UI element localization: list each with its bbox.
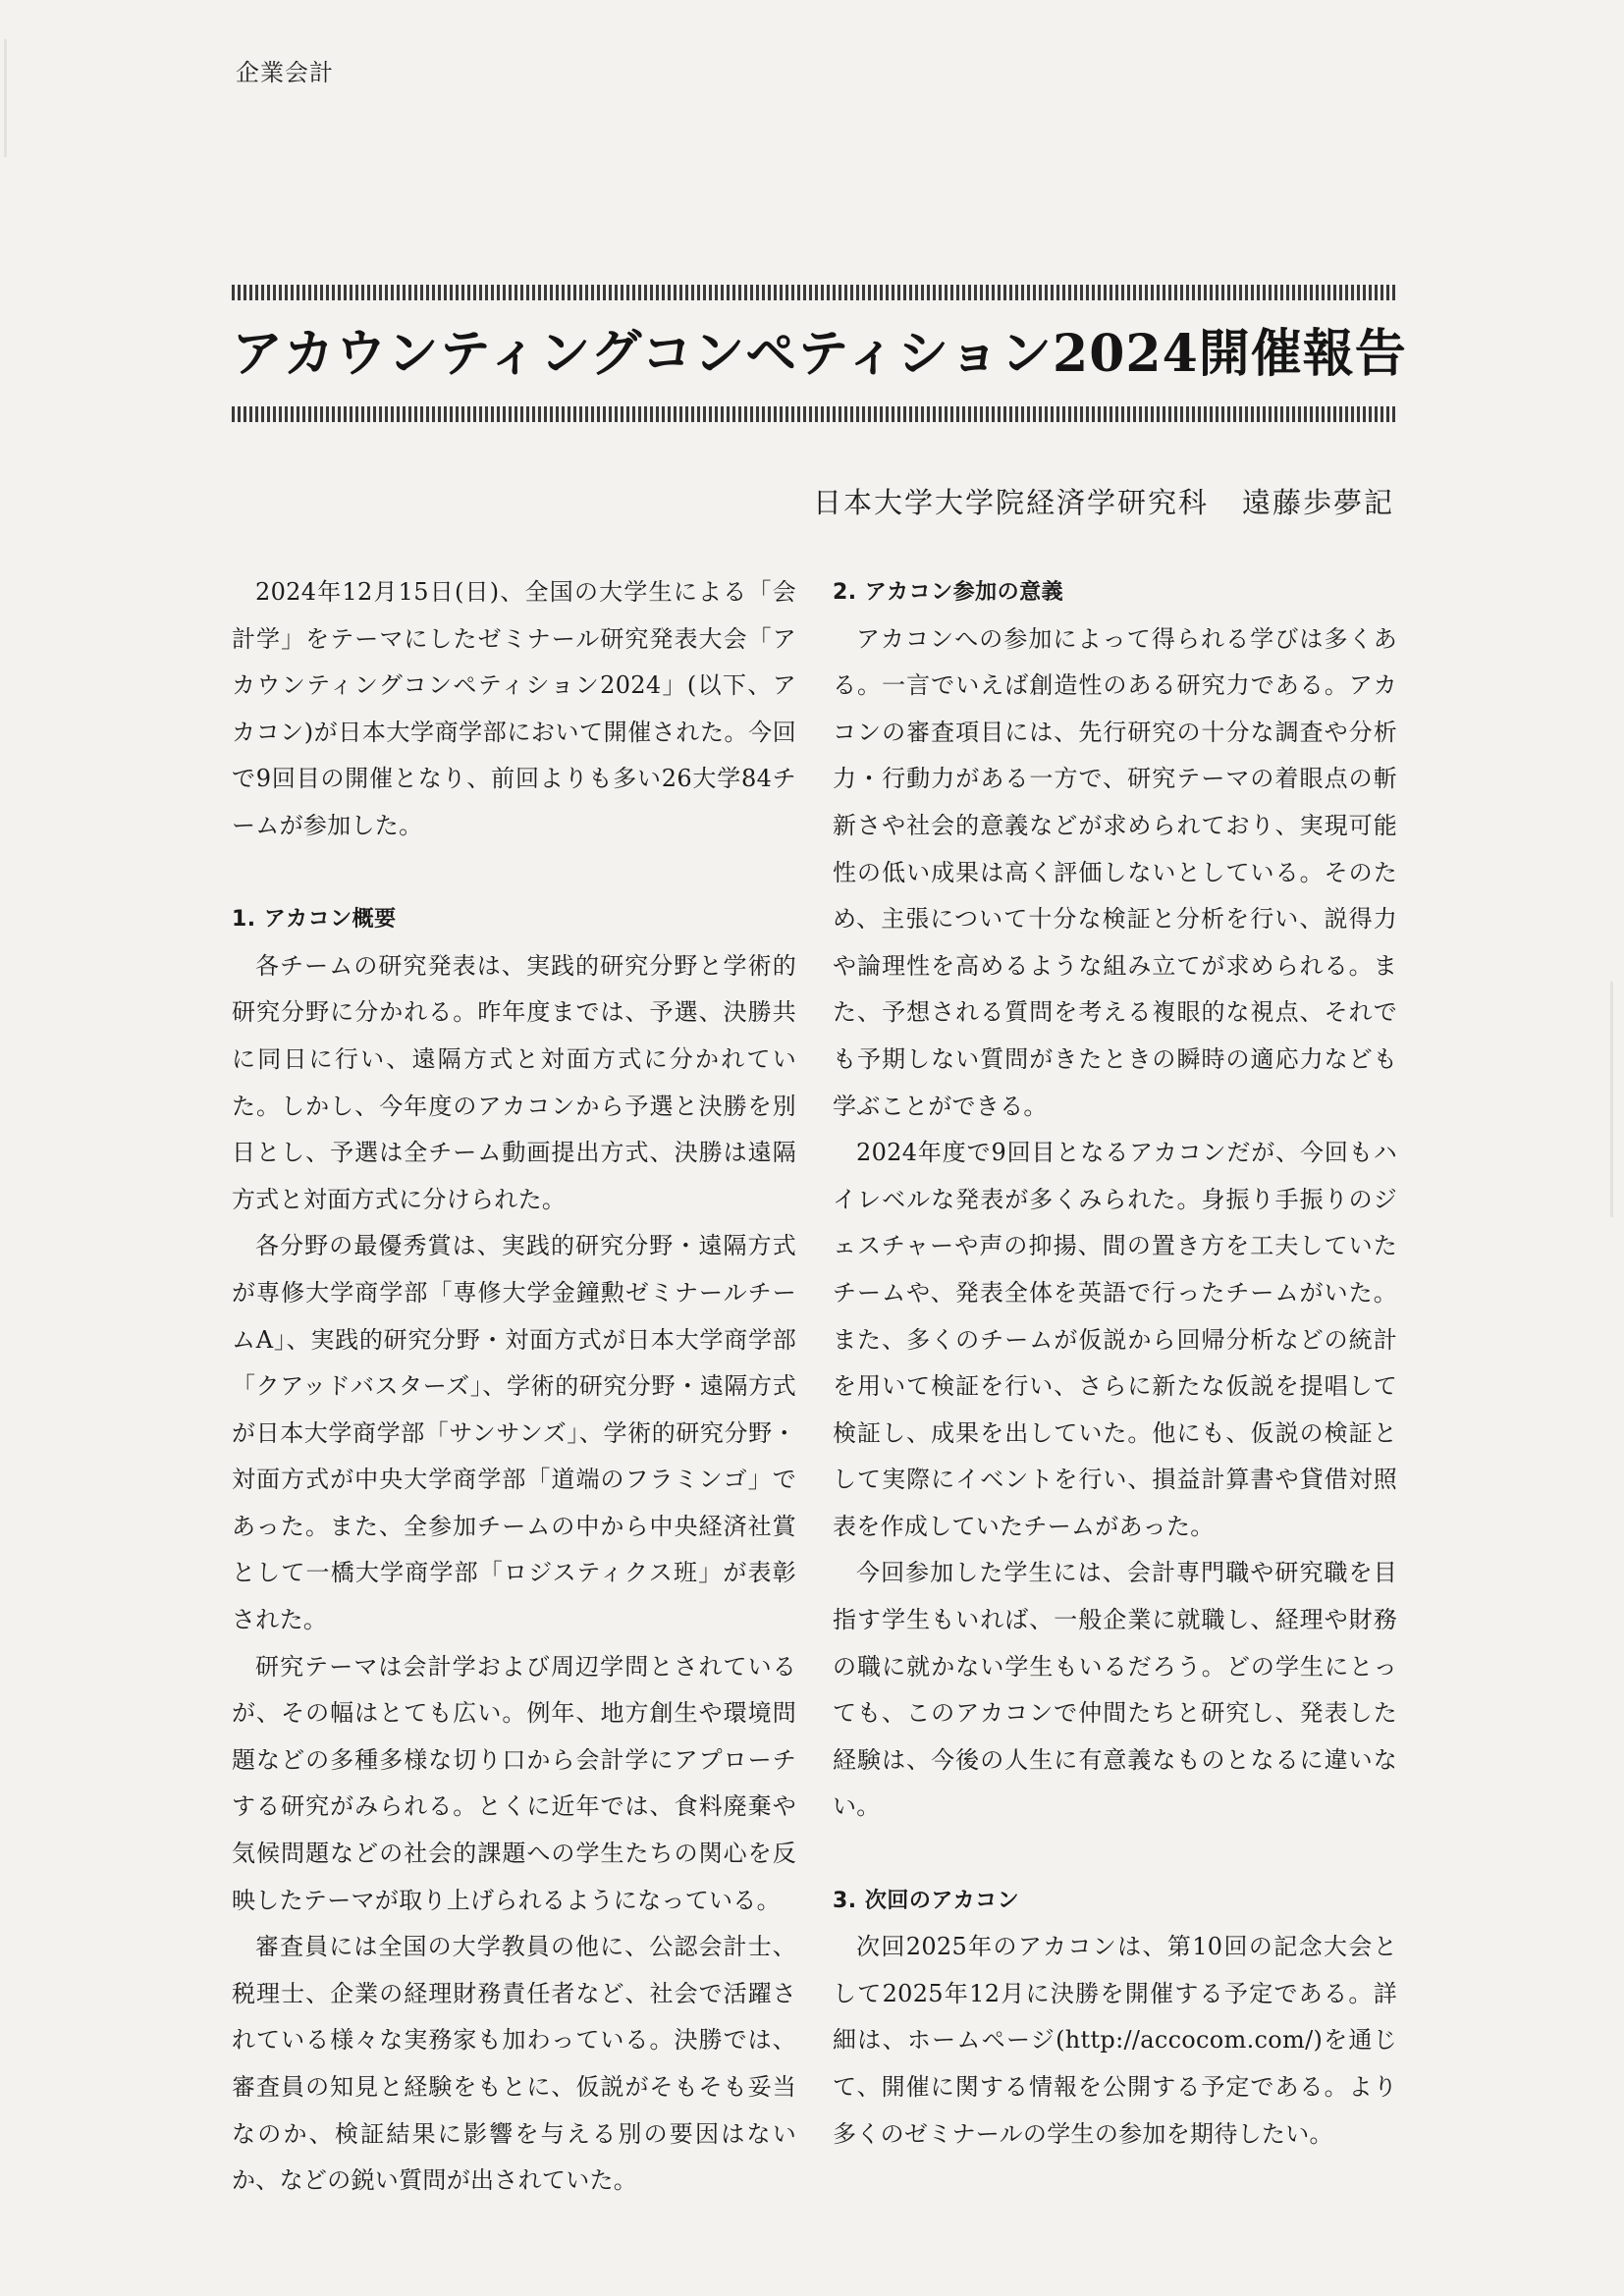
section-2-heading: 2. アカコン参加の意義 [833, 580, 1064, 605]
scan-margin-mark [1610, 982, 1613, 1217]
section-1-paragraph: 審査員には全国の大学教員の他に、公認会計士、税理士、企業の経理財務責任者など、社会で活躍されている様々な実務家も加わっている。決勝では、審査員の知見と経験をもとに、仮説がそもそも妥当なのか、検証結果に影響を与える別の要因はないか、などの鋭い質問が出されていた。 [232, 1933, 796, 2195]
section-1-paragraph: 各チームの研究発表は、実践的研究分野と学術的研究分野に分かれる。昨年度までは、予選、決勝共に同日に行い、遠隔方式と対面方式に分かれていた。しかし、今年度のアカコンから予選と決勝を別日とし、予選は全チーム動画提出方式、決勝は遠隔方式と対面方式に分けられた。 [232, 951, 796, 1213]
scan-margin-mark [4, 39, 7, 157]
author-affiliation: 日本大学大学院経済学研究科 [812, 486, 1209, 519]
section-label: 企業会計 [236, 59, 334, 86]
section-2-paragraph: 今回参加した学生には、会計専門職や研究職を目指す学生もいれば、一般企業に就職し、経理や財務の職に就かない学生もいるだろう。どの学生にとっても、このアカコンで仲間たちと研究し、発表した経験は、今後の人生に有意義なものとなるに違いない。 [833, 1559, 1397, 1821]
byline [813, 481, 1394, 521]
section-1-paragraph: 各分野の最優秀賞は、実践的研究分野・遠隔方式が専修大学商学部「専修大学金鐘勲ゼミナールチームA」、実践的研究分野・対面方式が日本大学商学部「クアッドバスターズ」、学術的研究分野・遠隔方式が日本大学商学部「サンサンズ」、学術的研究分野・対面方式が中央大学商学部「道端のフラミンゴ」であった。また、全参加チームの中から中央経済社賞として一橋大学商学部「ロジスティクス班」が表彰された。 [232, 1232, 796, 1634]
section-1-heading: 1. アカコン概要 [232, 907, 397, 933]
section-2-paragraph: 2024年度で9回目となるアカコンだが、今回もハイレベルな発表が多くみられた。身振り手振りのジェスチャーや声の抑揚、間の置き方を工夫していたチームや、発表全体を英語で行ったチームがいた。また、多くのチームが仮説から回帰分析などの統計を用いて検証を行い、さらに新たな仮説を提唱して検証し、成果を出していた。他にも、仮説の検証として実際にイベントを行い、損益計算書や貸借対照表を作成していたチームがあった。 [833, 1139, 1397, 1540]
right-column [833, 569, 1397, 2158]
title-rule-bottom [232, 406, 1396, 422]
left-column [232, 569, 796, 2205]
section-3-paragraph: 次回2025年のアカコンは、第10回の記念大会として2025年12月に決勝を開催する予定である。詳細は、ホームページ(http://accocom.com/)を通じて、開催に関する情報を公開する予定である。より多くのゼミナールの学生の参加を期待したい。 [833, 1933, 1397, 2148]
article-title: アカウンティングコンペティション2024開催報告 [232, 324, 1407, 384]
section-3-heading: 3. 次回のアカコン [833, 1888, 1020, 1913]
section-1-paragraph: 研究テーマは会計学および周辺学問とされているが、その幅はとても広い。例年、地方創生や環境問題などの多種多様な切り口から会計学にアプローチする研究がみられる。とくに近年では、食料廃棄や気候問題などの社会的課題への学生たちの関心を反映したテーマが取り上げられるようになっている。 [232, 1652, 796, 1914]
title-rule-top [232, 285, 1396, 300]
author-name: 遠藤歩夢記 [1241, 486, 1394, 519]
section-2-paragraph: アカコンへの参加によって得られる学びは多くある。一言でいえば創造性のある研究力である。アカコンの審査項目には、先行研究の十分な調査や分析力・行動力がある一方で、研究テーマの着眼点の斬新さや社会的意義などが求められており、実現可能性の低い成果は高く評価しないとしている。そのため、主張について十分な検証と分析を行い、説得力や論理性を高めるような組み立てが求められる。また、予想される質問を考える複眼的な視点、それでも予期しない質問がきたときの瞬時の適応力なども学ぶことができる。 [833, 624, 1397, 1120]
intro-paragraph: 2024年12月15日(日)、全国の大学生による「会計学」をテーマにしたゼミナール研究発表大会「アカウンティングコンペティション2024」(以下、アカコン)が日本大学商学部において開催された。今回で9回目の開催となり、前回よりも多い26大学84チームが参加した。 [232, 578, 796, 839]
